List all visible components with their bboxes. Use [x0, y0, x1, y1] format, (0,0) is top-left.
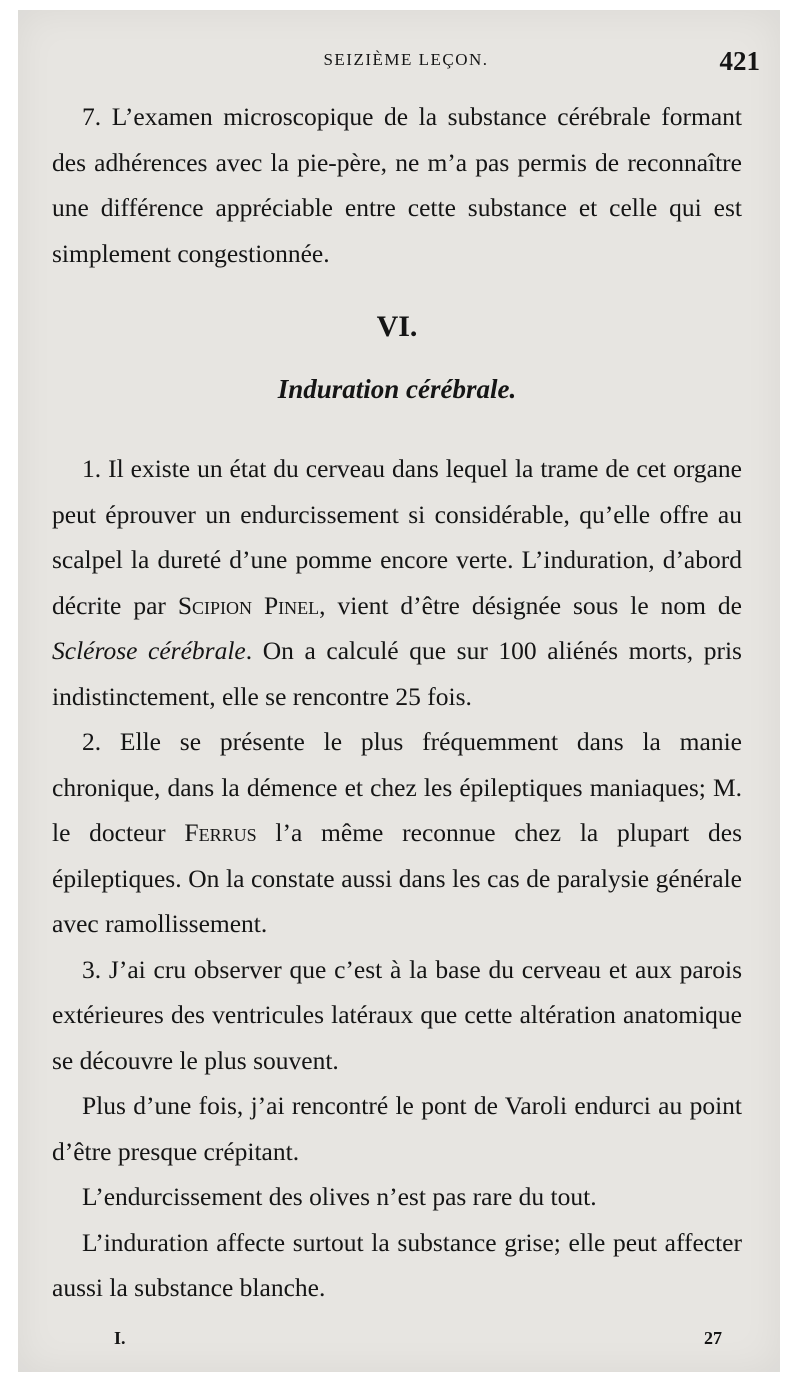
- section-title: Induration cérébrale.: [277, 374, 517, 404]
- body-text: [52, 446, 742, 1311]
- paragraph-2-end: l’a même reconnue chez la plupart des épileptiques. On la constate aussi dans les cas de paralysie générale avec ramollissement.: [52, 818, 742, 938]
- section-number: VI.: [376, 310, 418, 343]
- paragraph-2-start: 2. Elle se présente le plus fréquemment dans la manie chronique, dans la démence et chez les épileptiques maniaques; M. le docteur: [52, 727, 742, 847]
- page-footer: [52, 1328, 722, 1358]
- paragraph-3: 3. J’ai cru observer que c’est à la base du cerveau et aux parois extérieures des ventricules latéraux que cette altération anatomique se découvre le plus souvent.: [52, 954, 742, 1075]
- page-header: [52, 46, 760, 76]
- author-name-pinel: Scipion Pinel: [177, 590, 320, 620]
- running-title: SEIZIÈME LEÇON.: [323, 50, 489, 69]
- sheet-number: 27: [704, 1328, 722, 1348]
- paragraph-1-start: 1. Il existe un état du cerveau dans lequel la trame de cet organe peut éprouver un endurcissement si considérable, qu’elle offre au scalpel la dureté d’une pomme encore verte. L’induration, d’abord décrite par: [52, 454, 742, 620]
- signature-mark: I.: [114, 1328, 126, 1348]
- paragraph-2: [52, 719, 742, 947]
- page-number: 421: [719, 46, 760, 76]
- author-name-ferrus: Ferrus: [184, 818, 257, 847]
- paragraph-5: L’endurcissement des olives n’est pas rare du tout.: [82, 1182, 597, 1211]
- book-page: [18, 10, 780, 1372]
- paragraph-7: 7. L’examen microscopique de la substance cérébrale formant des adhérences avec la pie-père, ne m’a pas permis de reconnaître une différence appréciable entre cette substance et celle qui est simplement congestionnée.: [52, 102, 742, 268]
- paragraph-1-end: . On a calculé que sur 100 aliénés morts, pris indistinctement, elle se rencontre 25 fois.: [52, 636, 742, 711]
- paragraph-1: [52, 446, 742, 719]
- paragraph-7-block: [52, 94, 742, 276]
- paragraph-1-middle: , vient d’être désignée sous le nom de: [319, 590, 742, 620]
- paragraph-6: L’induration affecte surtout la substance grise; elle peut affecter aussi la substance blanche.: [52, 1227, 742, 1302]
- term-sclerose: Sclérose cérébrale: [52, 636, 246, 665]
- paragraph-4: Plus d’une fois, j’ai rencontré le pont de Varoli endurci au point d’être presque crépitant.: [52, 1091, 742, 1166]
